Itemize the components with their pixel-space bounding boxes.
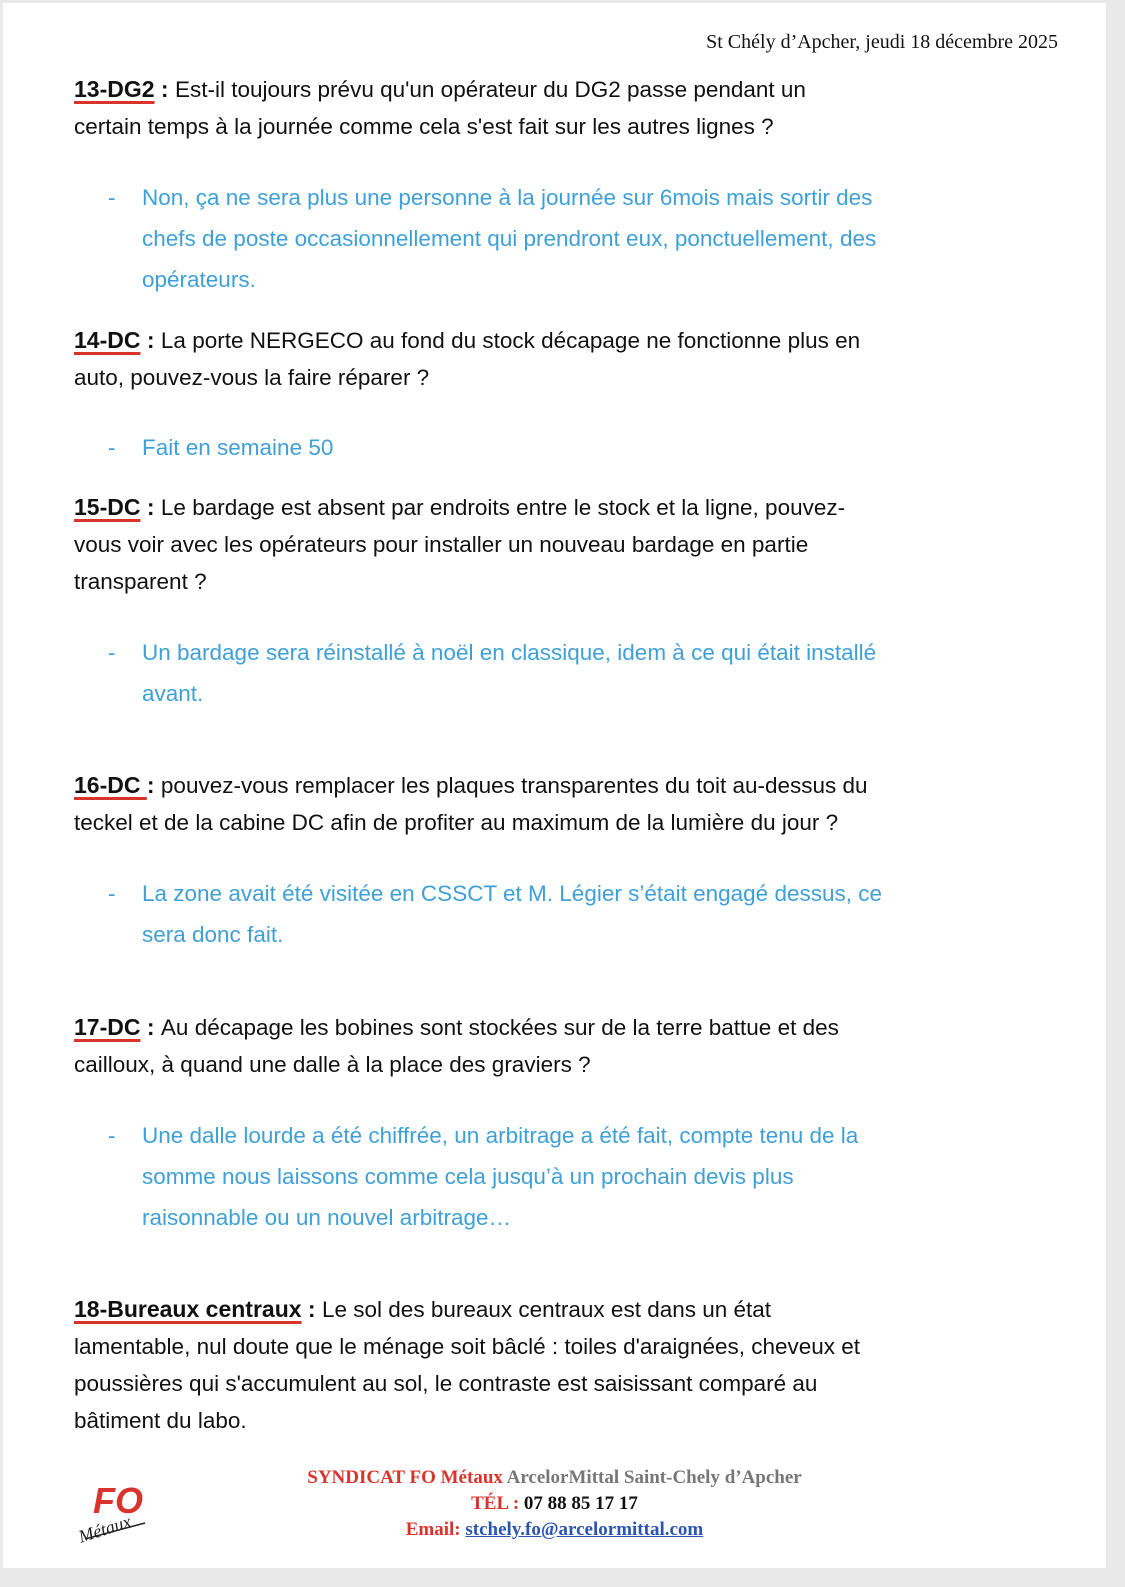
answer-line: somme nous laissons comme cela jusqu’à un prochain devis plus (142, 1164, 794, 1189)
question-text: cailloux, à quand une dalle à la place des graviers ? (74, 1052, 591, 1077)
svg-text:Métaux: Métaux (75, 1511, 134, 1545)
answer-line: Non, ça ne sera plus une personne à la journée sur 6mois mais sortir des (142, 185, 873, 210)
question-line (74, 71, 1054, 108)
question-line (74, 563, 1054, 600)
question-0 (74, 71, 1054, 145)
footer-company: ArcelorMittal Saint-Chely d’Apcher (506, 1467, 802, 1488)
answer-line: opérateurs. (142, 267, 256, 292)
answer-line: Un bardage sera réinstallé à noël en classique, idem à ce qui était installé (142, 640, 877, 665)
footer-email-link[interactable]: stchely.fo@arcelormittal.com (465, 1519, 704, 1540)
footer-union: SYNDICAT FO Métaux (307, 1467, 503, 1488)
answer-2 (108, 632, 1068, 714)
question-text: Est-il toujours prévu qu'un opérateur du DG2 passe pendant un (175, 77, 806, 102)
question-text: Au décapage les bobines sont stockées sur de la terre battue et des (160, 1015, 839, 1040)
question-line (74, 1291, 1054, 1328)
question-text: lamentable, nul doute que le ménage soit bâclé : toiles d'araignées, cheveux et (74, 1334, 861, 1359)
question-line (74, 1328, 1054, 1365)
question-2 (74, 489, 1054, 600)
question-text: transparent ? (74, 569, 207, 594)
question-text: pouvez-vous remplacer les plaques transparentes du toit au-dessus du (160, 773, 868, 798)
footer-tel: 07 88 85 17 17 (523, 1493, 638, 1514)
question-line (74, 1402, 1054, 1439)
svg-text:FO: FO (93, 1480, 143, 1521)
question-text: certain temps à la journée comme cela s'est fait sur les autres lignes ? (74, 114, 774, 139)
question-line (74, 767, 1054, 804)
answer-bullet-dash: - (108, 185, 116, 210)
answer-line: La zone avait été visitée en CSSCT et M. Légier s’était engagé dessus, ce (142, 881, 883, 906)
question-text: poussières qui s'accumulent au sol, le contraste est saisissant comparé au (74, 1371, 818, 1396)
answer-line: sera donc fait. (142, 922, 284, 947)
question-line (74, 1365, 1054, 1402)
answer-bullet-dash: - (108, 881, 116, 906)
question-number: 14-DC (74, 327, 141, 353)
footer (3, 1465, 1106, 1543)
question-text: Le bardage est absent par endroits entre le stock et la ligne, pouvez- (160, 495, 846, 520)
question-number: 16-DC (74, 772, 147, 798)
answer-bullet-dash: - (108, 640, 116, 665)
question-line (74, 359, 1054, 396)
answer-line: raisonnable ou un nouvel arbitrage… (142, 1205, 511, 1230)
question-3 (74, 767, 1054, 841)
question-line (74, 1046, 1054, 1083)
answer-1 (108, 427, 1068, 468)
answer-line: Fait en semaine 50 (142, 435, 334, 460)
document-date: St Chély d’Apcher, jeudi 18 décembre 2025 (706, 31, 1058, 53)
question-text: bâtiment du labo. (74, 1408, 247, 1433)
answer-line: avant. (142, 681, 204, 706)
question-separator: : (154, 76, 175, 102)
question-number: 13-DG2 (74, 76, 155, 102)
question-label (74, 772, 161, 798)
question-separator: : (301, 1296, 322, 1322)
question-line (74, 1009, 1054, 1046)
question-text: auto, pouvez-vous la faire réparer ? (74, 365, 430, 390)
question-label (74, 1296, 322, 1322)
question-number: 17-DC (74, 1014, 141, 1040)
question-line (74, 804, 1054, 841)
question-text: La porte NERGECO au fond du stock décapage ne fonctionne plus en (160, 328, 861, 353)
question-text: Le sol des bureaux centraux est dans un état (322, 1297, 772, 1322)
question-label (74, 494, 161, 520)
document-page (3, 3, 1106, 1568)
question-separator: : (140, 327, 161, 353)
answer-4 (108, 1115, 1068, 1238)
question-line (74, 108, 1054, 145)
answer-bullet-dash: - (108, 435, 116, 460)
footer-tel-label: TÉL : (471, 1493, 520, 1514)
answer-line: Une dalle lourde a été chiffrée, un arbitrage a été fait, compte tenu de la (142, 1123, 859, 1148)
answer-0 (108, 177, 1068, 300)
question-line (74, 526, 1054, 563)
question-separator: : (140, 1014, 161, 1040)
question-5 (74, 1291, 1054, 1439)
question-4 (74, 1009, 1054, 1083)
question-text: teckel et de la cabine DC afin de profiter au maximum de la lumière du jour ? (74, 810, 839, 835)
question-1 (74, 322, 1054, 396)
question-separator: : (146, 772, 161, 798)
question-label (74, 1014, 161, 1040)
question-text: vous voir avec les opérateurs pour installer un nouveau bardage en partie (74, 532, 809, 557)
footer-email-label: Email: (405, 1519, 461, 1540)
answer-3 (108, 873, 1068, 955)
question-separator: : (140, 494, 161, 520)
question-label (74, 327, 161, 353)
question-line (74, 489, 1054, 526)
question-label (74, 76, 175, 102)
answer-bullet-dash: - (108, 1123, 116, 1148)
question-number: 15-DC (74, 494, 141, 520)
answer-line: chefs de poste occasionnellement qui prendront eux, ponctuellement, des (142, 226, 877, 251)
question-line (74, 322, 1054, 359)
question-number: 18-Bureaux centraux (74, 1296, 302, 1322)
